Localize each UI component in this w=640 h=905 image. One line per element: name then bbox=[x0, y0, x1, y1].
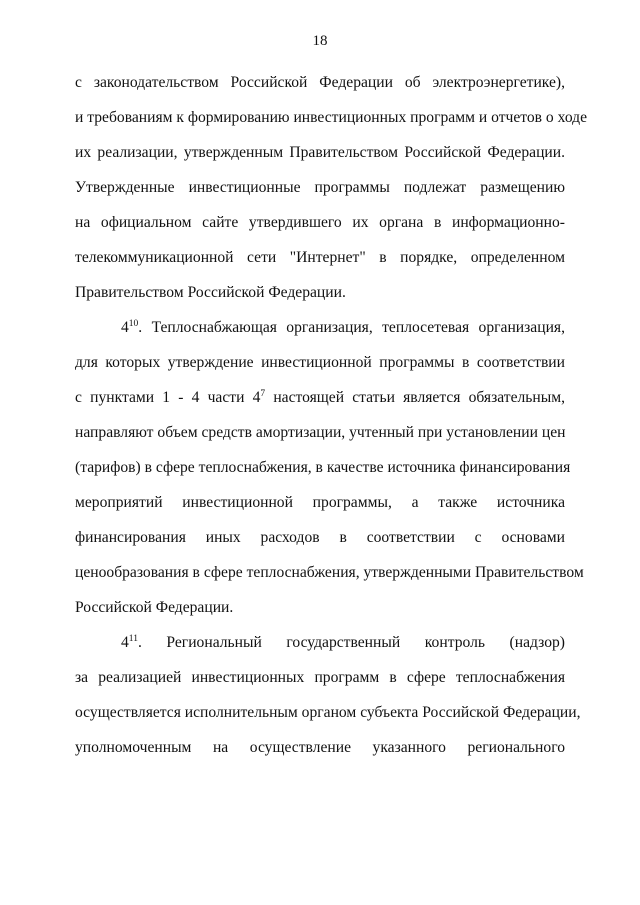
page-number: 18 bbox=[312, 33, 328, 49]
paragraph-superscript: 11 bbox=[128, 634, 138, 644]
reference-superscript: 7 bbox=[260, 389, 266, 399]
text-line: телекоммуникационной сети "Интернет" в порядке, определенном bbox=[75, 249, 565, 266]
text-line: направляют объем средств амортизации, учтенный при установлении цен bbox=[75, 424, 566, 441]
paragraph-number: 4 bbox=[121, 319, 129, 336]
text-line: для которых утверждение инвестиционной программы в соответствии bbox=[75, 354, 565, 371]
text-line: уполномоченным на осуществление указанного регионального bbox=[75, 739, 565, 756]
text-run: с пунктами 1 - 4 части 4 bbox=[75, 389, 261, 406]
text-line: с законодательством Российской Федерации об электроэнергетике), bbox=[75, 74, 565, 91]
text-line: и требованиям к формированию инвестиционных программ и отчетов о ходе bbox=[75, 109, 588, 126]
text-run: . Региональный государственный контроль (надзор) bbox=[137, 634, 565, 651]
text-line: осуществляется исполнительным органом субъекта Российской Федерации, bbox=[75, 704, 581, 721]
paragraph-4-10-first-line bbox=[121, 318, 565, 338]
paragraph-number: 4 bbox=[121, 634, 129, 651]
text-line: финансирования иных расходов в соответствии с основами bbox=[75, 529, 565, 546]
text-line: Правительством Российской Федерации. bbox=[75, 284, 346, 301]
text-line: за реализацией инвестиционных программ в сфере теплоснабжения bbox=[75, 669, 565, 686]
text-run: . Теплоснабжающая организация, теплосетевая организация, bbox=[138, 319, 565, 336]
text-line: на официальном сайте утвердившего их органа в информационно- bbox=[75, 214, 565, 231]
paragraph-superscript: 10 bbox=[128, 319, 139, 329]
text-run: настоящей статьи является обязательным, bbox=[265, 389, 565, 406]
text-line bbox=[75, 388, 565, 408]
text-line: Утвержденные инвестиционные программы подлежат размещению bbox=[75, 179, 565, 196]
text-line: их реализации, утвержденным Правительством Российской Федерации. bbox=[75, 144, 565, 161]
paragraph-4-11-first-line bbox=[121, 633, 565, 653]
text-line: ценообразования в сфере теплоснабжения, утвержденными Правительством bbox=[75, 564, 584, 581]
text-line: (тарифов) в сфере теплоснабжения, в качестве источника финансирования bbox=[75, 459, 571, 476]
text-line: Российской Федерации. bbox=[75, 599, 234, 616]
text-line: мероприятий инвестиционной программы, а также источника bbox=[75, 494, 565, 511]
